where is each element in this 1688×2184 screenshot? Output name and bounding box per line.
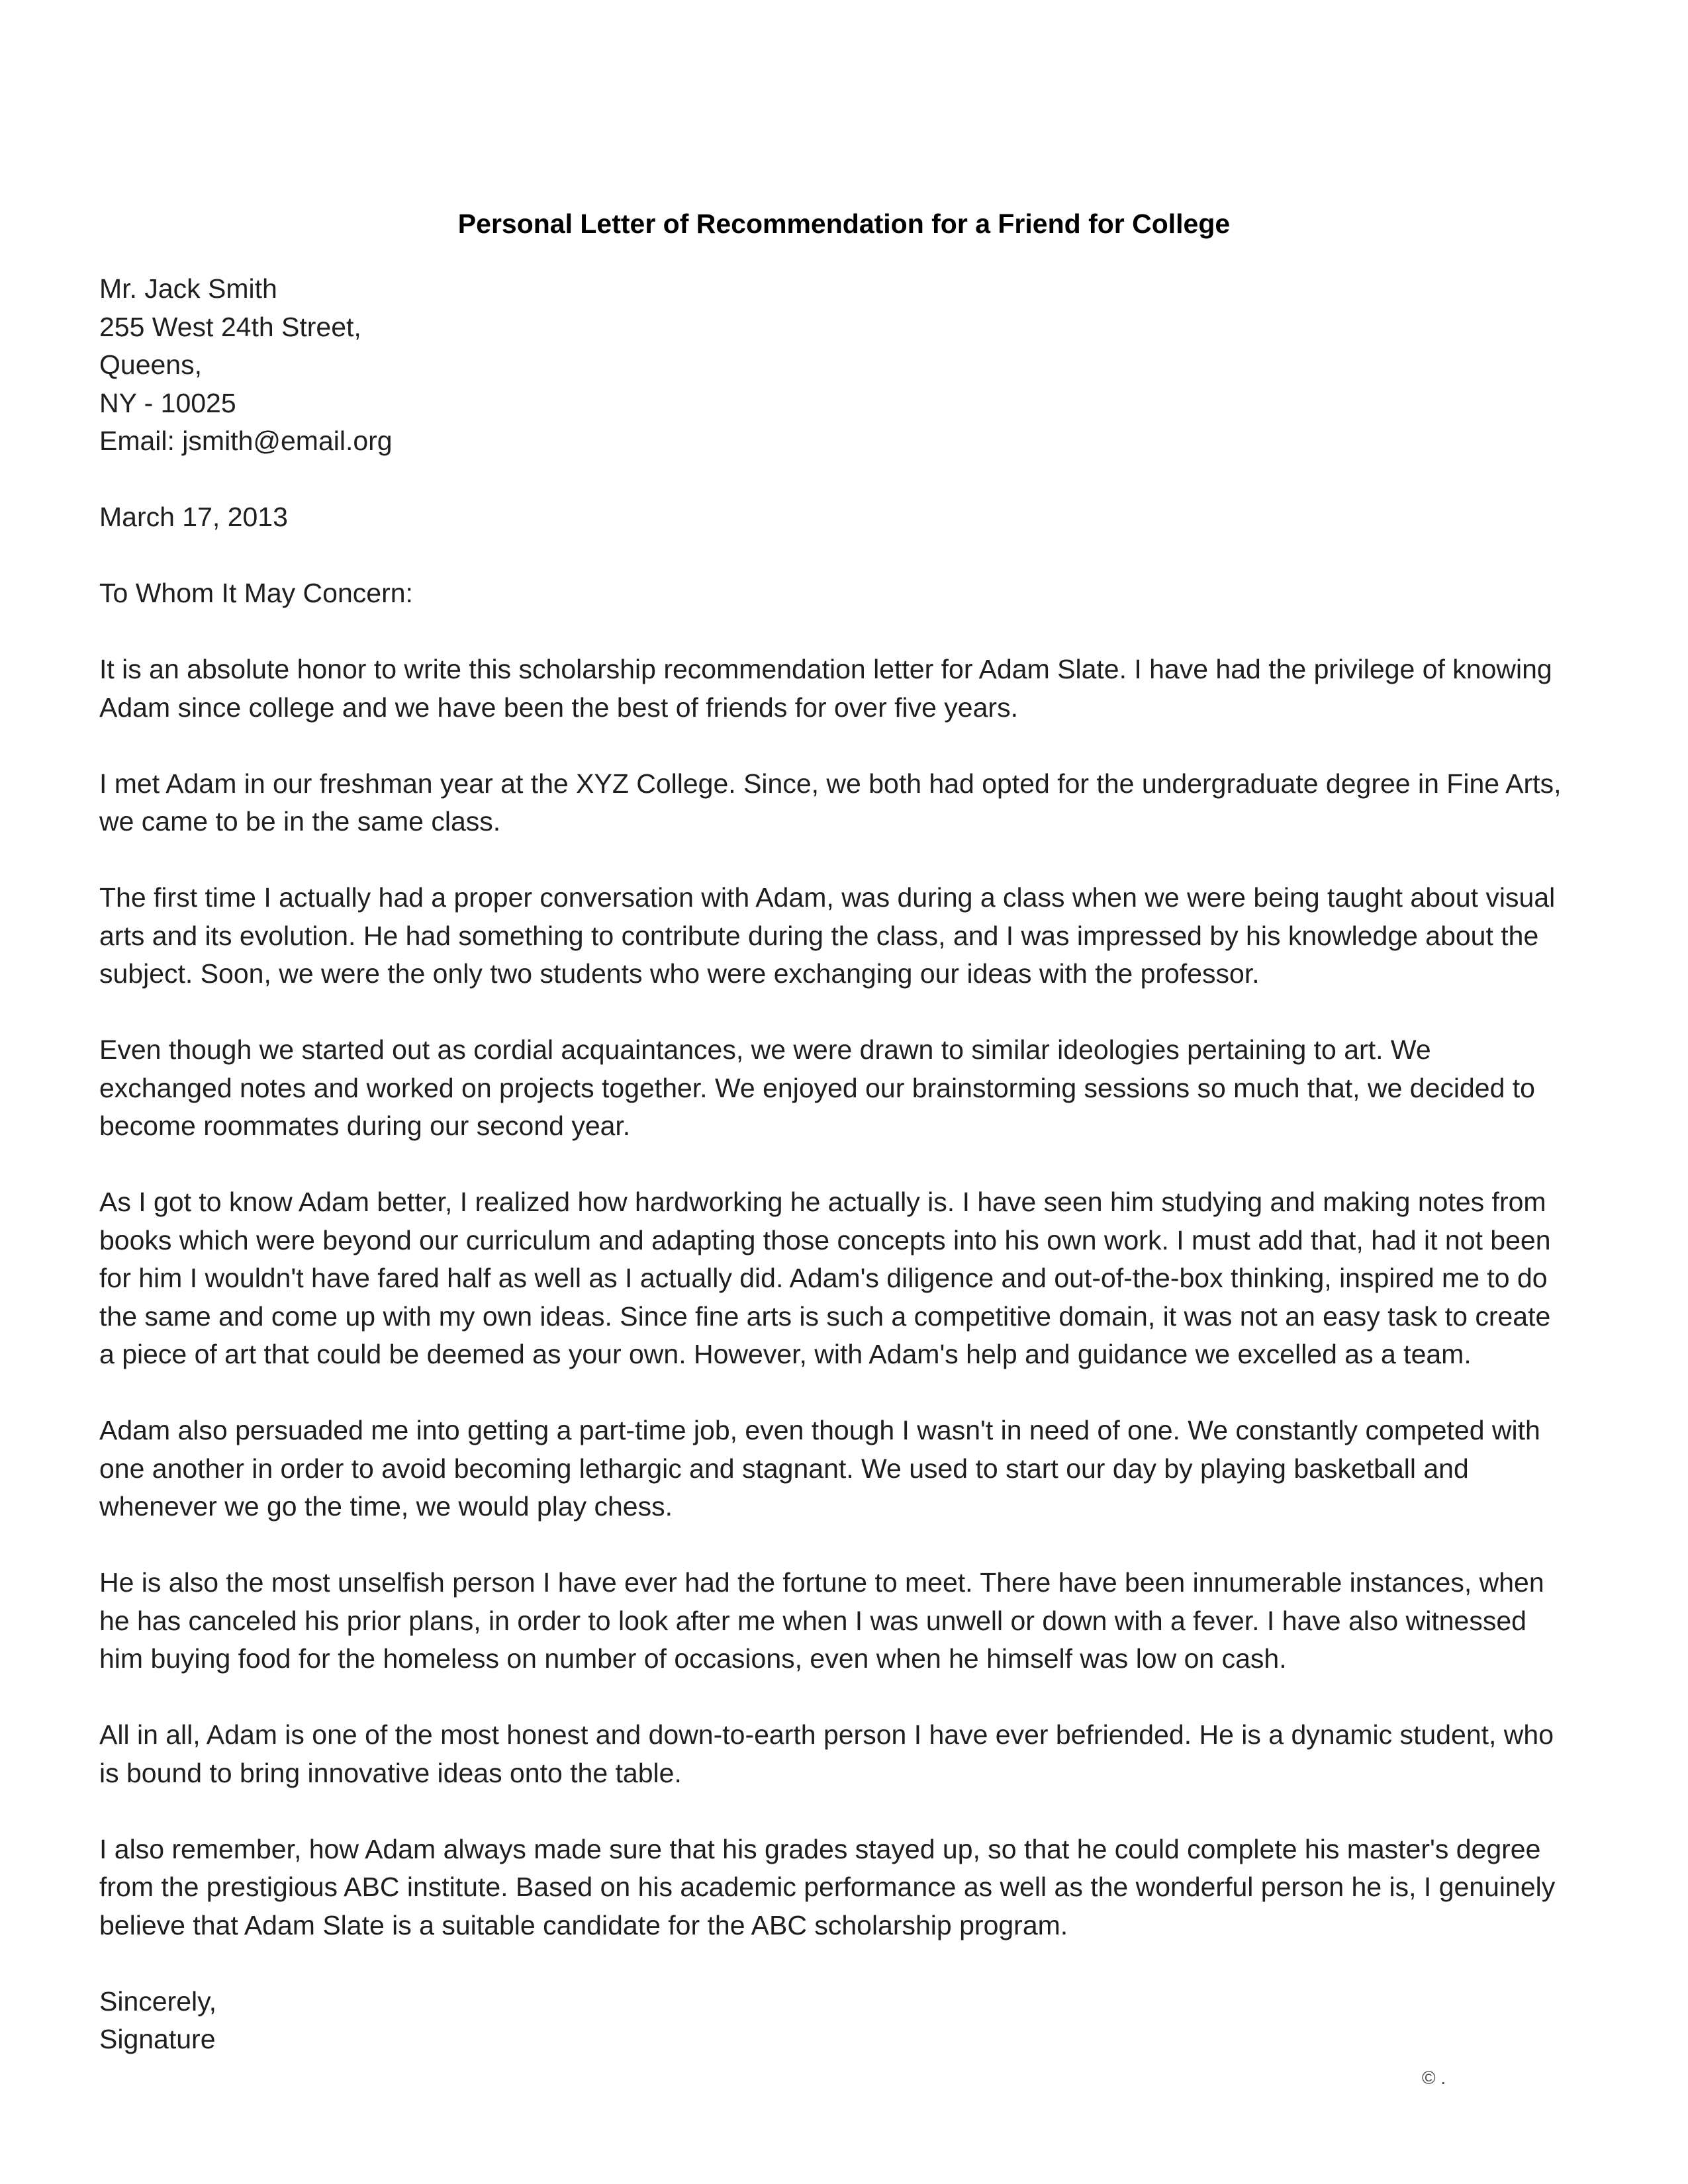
paragraph-line: whenever we go the time, we would play chess. (99, 1491, 673, 1522)
body-paragraph (99, 1716, 1602, 1792)
sender-city: Queens, (99, 349, 202, 380)
body-paragraphs (99, 651, 1602, 1944)
paragraph-line: become roommates during our second year. (99, 1111, 631, 1141)
paragraph-line: I also remember, how Adam always made sure that his grades stayed up, so that he could complete his master's degree (99, 1833, 1541, 1864)
letter-body (99, 270, 1602, 2059)
paragraph-line: He is also the most unselfish person I have ever had the fortune to meet. There have been innumerable instances, when (99, 1567, 1544, 1598)
body-paragraph (99, 1031, 1602, 1146)
body-paragraph (99, 1564, 1602, 1678)
sender-name: Mr. Jack Smith (99, 273, 277, 304)
salutation: To Whom It May Concern: (99, 578, 413, 608)
paragraph-line: we came to be in the same class. (99, 806, 501, 837)
salutation-block (99, 574, 1602, 613)
paragraph-line: the same and come up with my own ideas. Since fine arts is such a competitive domain, it was not an easy task to create (99, 1300, 1551, 1332)
paragraph-line: As I got to know Adam better, I realized how hardworking he actually is. I have seen him studying and making notes from (99, 1187, 1546, 1217)
paragraph-line: one another in order to avoid becoming lethargic and stagnant. We used to start our day by playing basketball and (99, 1453, 1469, 1484)
paragraph-line: Adam since college and we have been the best of friends for over five years. (99, 692, 1018, 723)
body-paragraph (99, 1412, 1602, 1526)
letter-date: March 17, 2013 (99, 502, 288, 532)
letter-date-block (99, 498, 1602, 537)
body-paragraph (99, 765, 1602, 841)
paragraph-line: subject. Soon, we were the only two students who were exchanging our ideas with the professor. (99, 958, 1260, 989)
paragraph-line: arts and its evolution. He had something to contribute during the class, and I was impressed by his knowledge about the (99, 920, 1539, 951)
page-title: Personal Letter of Recommendation for a Friend for College (457, 208, 1231, 239)
closing-block (99, 1983, 1602, 2059)
paragraph-line: he has canceled his prior plans, in order to look after me when I was unwell or down with a fever. I have also witnessed (99, 1605, 1526, 1636)
paragraph-line: for him I wouldn't have fared half as well as I actually did. Adam's diligence and out-of-the-box thinking, inspired me to do (99, 1263, 1548, 1293)
paragraph-line: Adam also persuaded me into getting a part-time job, even though I wasn't in need of one. We constantly competed with (99, 1415, 1540, 1445)
paragraph-line: believe that Adam Slate is a suitable candidate for the ABC scholarship program. (99, 1909, 1068, 1940)
closing: Sincerely, (99, 1985, 216, 2017)
paragraph-line: It is an absolute honor to write this scholarship recommendation letter for Adam Slate. I have had the privilege of knowing (99, 654, 1552, 684)
paragraph-line: books which were beyond our curriculum and adapting those concepts into his own work. I must add that, had it not been (99, 1224, 1551, 1255)
paragraph-line: The first time I actually had a proper conversation with Adam, was during a class when we were being taught about visual (99, 882, 1556, 913)
body-paragraph (99, 1183, 1602, 1374)
paragraph-line: All in all, Adam is one of the most honest and down-to-earth person I have ever befriended. He is a dynamic student, who (99, 1719, 1554, 1750)
paragraph-line: is bound to bring innovative ideas onto the table. (99, 1757, 682, 1788)
paragraph-line: from the prestigious ABC institute. Based on his academic performance as well as the wonderful person he is, I genuinely (99, 1872, 1556, 1902)
body-paragraph (99, 1831, 1602, 1945)
sender-street: 255 West 24th Street, (99, 311, 361, 342)
sender-address-block (99, 270, 1602, 461)
body-paragraph (99, 651, 1602, 727)
paragraph-line: I met Adam in our freshman year at the XYZ College. Since, we both had opted for the undergraduate degree in Fine Arts, (99, 768, 1562, 799)
copyright-mark: © . (1422, 2068, 1446, 2088)
sender-state-zip: NY - 10025 (99, 387, 236, 418)
paragraph-line: a piece of art that could be deemed as your own. However, with Adam's help and guidance we excelled as a team. (99, 1339, 1472, 1369)
body-paragraph (99, 879, 1602, 993)
sender-email: Email: jsmith@email.org (99, 426, 393, 456)
signature: Signature (99, 2024, 216, 2054)
paragraph-line: exchanged notes and worked on projects together. We enjoyed our brainstorming sessions so much that, we decided to (99, 1072, 1535, 1103)
paragraph-line: Even though we started out as cordial acquaintances, we were drawn to similar ideologies pertaining to art. We (99, 1034, 1431, 1065)
paragraph-line: him buying food for the homeless on number of occasions, even when he himself was low on cash. (99, 1643, 1287, 1674)
